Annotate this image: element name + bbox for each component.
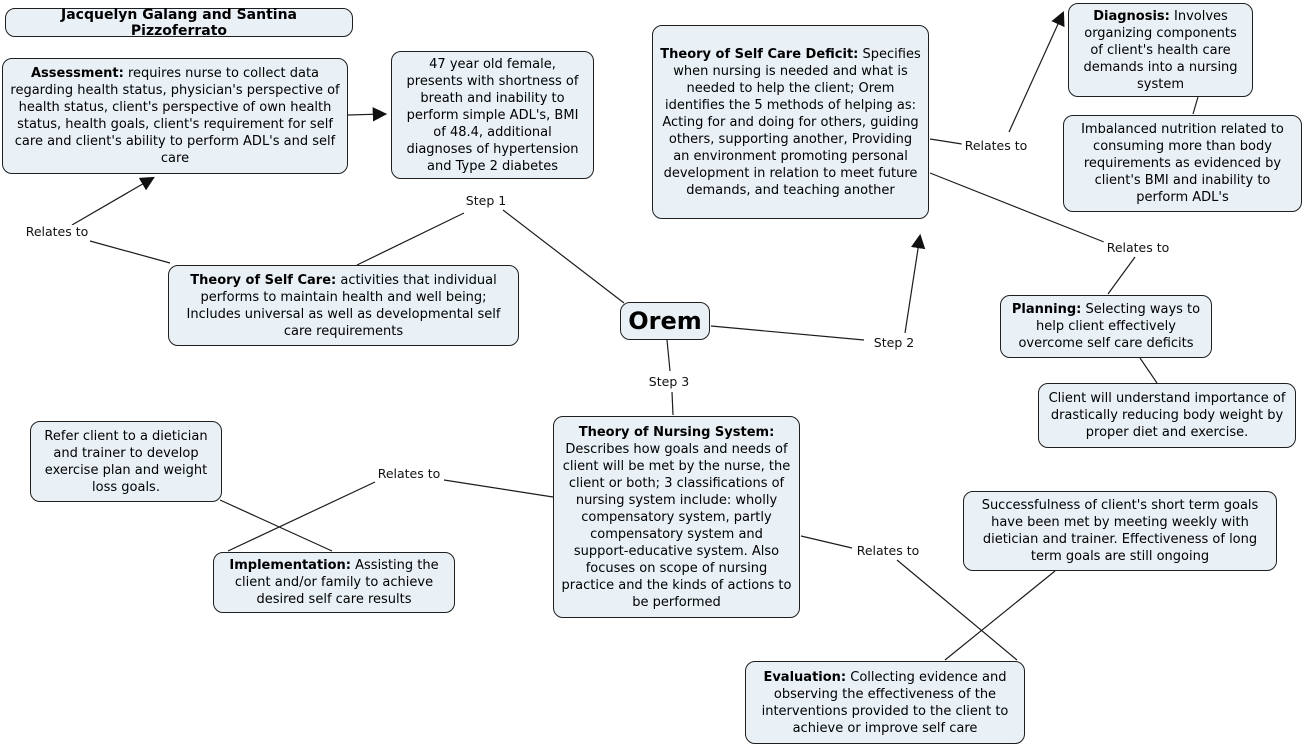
line-step2-deficit-arrow [905, 236, 920, 333]
node-case-description-body: 47 year old female, presents with shortness of breath and inability to perform simple ADL's, BMI of 48.4, additional diagnoses of hypertension and Type 2 diabetes [406, 56, 579, 174]
line-deficit-relates2 [930, 139, 962, 144]
node-referral[interactable] [30, 421, 222, 502]
node-evaluation-body: Collecting evidence and observing the effectiveness of the interventions provided to the client to achieve or improve self care [761, 669, 1009, 736]
node-theory-nursing-system[interactable] [553, 416, 800, 618]
line-orem-step3 [667, 340, 670, 371]
edge-label-step-3[interactable]: Step 3 [646, 375, 692, 389]
node-theory-nursing-system-title: Theory of Nursing System: [578, 424, 775, 440]
line-relates3-planning [1108, 257, 1135, 294]
node-planning-title: Planning: [1011, 302, 1082, 317]
node-outcome-body: Successfulness of client's short term goals have been met by meeting weekly with dietician and trainer. Effectiveness of long term goals are still ongoing [981, 498, 1259, 564]
node-outcome[interactable] [963, 491, 1277, 571]
node-client-goal-body: Client will understand importance of drastically reducing body weight by proper diet and exercise. [1048, 391, 1286, 440]
node-diagnosis-title: Diagnosis: [1093, 8, 1170, 24]
node-theory-self-care-deficit-title: Theory of Self Care Deficit: [660, 46, 859, 62]
line-step1-orem [503, 210, 624, 303]
line-relates-assessment-arrow [72, 178, 153, 225]
edge-label-step-2[interactable]: Step 2 [871, 336, 917, 350]
line-relates4-nursing [444, 480, 553, 497]
node-implementation-title: Implementation: [229, 558, 351, 573]
node-implementation-body: Assisting the client and/or family to achieve desired self care results [234, 558, 439, 607]
node-referral-body: Refer client to a dietician and trainer to develop exercise plan and weight loss goals. [44, 428, 208, 495]
line-diagnosis-imbalanced [1193, 97, 1198, 114]
node-theory-self-care-body: activities that individual performs to maintain health and well being; Includes universal as well as developmental self care requirements [186, 272, 501, 339]
line-orem-step2 [711, 326, 864, 340]
node-assessment[interactable] [2, 58, 348, 174]
edge-label-relates-to-nursing-evaluation[interactable]: Relates to [854, 544, 923, 558]
line-relates5-evaluation [897, 560, 1017, 660]
node-diagnosis[interactable] [1068, 3, 1253, 97]
line-nursing-relates5 [801, 536, 852, 548]
node-imbalanced-nutrition[interactable] [1063, 115, 1302, 212]
edge-label-relates-to-deficit-diagnosis[interactable]: Relates to [962, 139, 1031, 153]
line-selfcare-step1 [357, 213, 464, 265]
node-theory-self-care-deficit[interactable] [652, 25, 929, 219]
node-implementation[interactable] [213, 552, 455, 613]
node-orem-label: Orem [628, 307, 702, 335]
node-evaluation-title: Evaluation: [763, 669, 847, 685]
node-theory-nursing-system-body: Describes how goals and needs of client will be met by the nurse, the client or both; 3 classifications of nursing system include: wholly compensatory system, partly compensatory system and support-educative system. Also focuses on scope of nursing practice and the kinds of actions to be performed [561, 441, 792, 610]
node-case-description[interactable] [391, 51, 594, 179]
node-planning-body: Selecting ways to help client effectively overcome self care deficits [1018, 302, 1201, 351]
node-assessment-title: Assessment: [30, 66, 124, 81]
edge-label-relates-to-deficit-planning[interactable]: Relates to [1104, 241, 1173, 255]
node-theory-self-care-deficit-body: Specifies when nursing is needed and what is needed to help the client; Orem identifies the 5 methods of helping as: Acting for and doing for others, guiding others, supporting another, Providing an environment promoting personal development in relation to meet future demands, and teaching another [662, 46, 921, 198]
node-client-goal[interactable] [1038, 383, 1296, 448]
edge-label-relates-to-selfcare-assessment[interactable]: Relates to [23, 225, 92, 239]
edge-label-step-1[interactable]: Step 1 [463, 194, 509, 208]
authors-title-text: Jacquelyn Galang and Santina Pizzoferrato [61, 6, 297, 39]
edge-label-relates-to-implementation-nursing[interactable]: Relates to [375, 467, 444, 481]
node-theory-self-care[interactable] [168, 265, 519, 346]
authors-title-box[interactable] [5, 8, 353, 37]
line-assessment-case [348, 114, 385, 115]
line-relates2-diagnosis-arrow [1009, 13, 1063, 132]
line-step3-nursing [672, 392, 673, 415]
line-selfcare-relates [90, 241, 170, 263]
line-referral-implementation [220, 500, 332, 551]
node-planning[interactable] [1000, 295, 1212, 358]
node-assessment-body: requires nurse to collect data regarding health status, physician's perspective of health status, client's perspective of own health status, health goals, client's requirement for self care and client's ability to perform ADL's and self care [10, 66, 340, 166]
line-outcome-evaluation [945, 571, 1055, 660]
node-orem[interactable] [620, 302, 710, 340]
node-imbalanced-nutrition-body: Imbalanced nutrition related to consuming more than body requirements as evidenced by client's BMI and inability to perform ADL's [1081, 122, 1284, 205]
node-evaluation[interactable] [745, 661, 1025, 744]
node-theory-self-care-title: Theory of Self Care: [190, 272, 337, 288]
line-implementation-relates4 [228, 482, 375, 551]
node-diagnosis-body: Involves organizing components of client's health care demands into a nursing system [1083, 8, 1238, 92]
line-planning-clientgoal [1140, 358, 1157, 383]
